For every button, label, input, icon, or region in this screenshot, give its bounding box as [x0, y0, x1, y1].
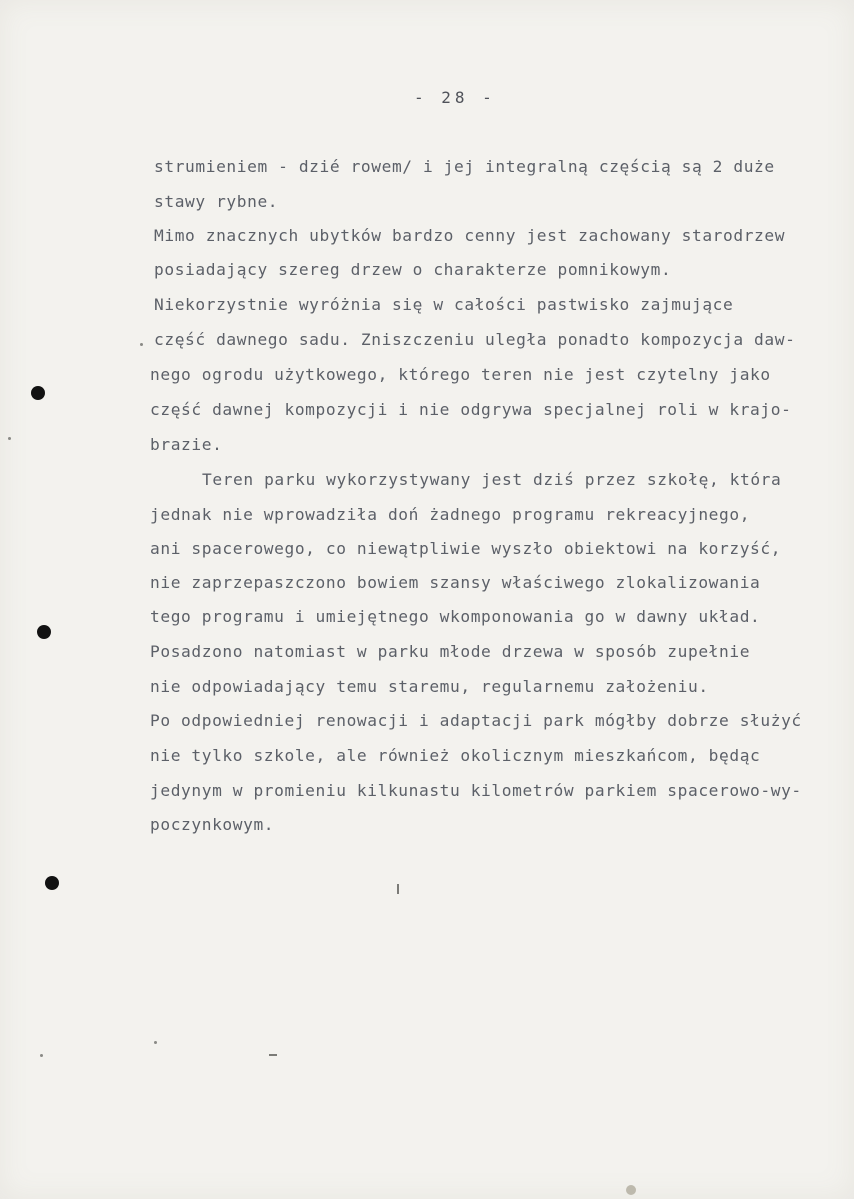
text-line: ani spacerowego, co niewątpliwie wyszło obiektowi na korzyść,	[150, 539, 782, 558]
punch-hole	[45, 876, 59, 890]
text-line: jednak nie wprowadziła doń żadnego programu rekreacyjnego,	[150, 505, 751, 524]
paper-mark	[397, 884, 399, 894]
text-line: część dawnej kompozycji i nie odgrywa specjalnej roli w krajo-	[150, 400, 792, 419]
punch-hole	[31, 386, 45, 400]
text-line: jedynym w promieniu kilkunastu kilometrów parkiem spacerowo-wy-	[150, 781, 802, 800]
text-line: nie tylko szkole, ale również okolicznym mieszkańcom, będąc	[150, 746, 761, 765]
text-line: część dawnego sadu. Zniszczeniu uległa ponadto kompozycja daw-	[154, 330, 796, 349]
text-line: poczynkowym.	[150, 815, 275, 834]
paper-speck	[8, 437, 11, 440]
paper-mark	[269, 1054, 277, 1056]
text-line: strumieniem - dzié rowem/ i jej integralną częścią są 2 duże	[154, 157, 775, 176]
page-number: - 28 -	[414, 88, 496, 107]
text-line: Niekorzystnie wyróżnia się w całości pastwisko zajmujące	[154, 295, 734, 314]
punch-hole	[37, 625, 51, 639]
text-line: tego programu i umiejętnego wkomponowania go w dawny układ.	[150, 607, 761, 626]
paper-mark	[626, 1185, 636, 1195]
text-line: nego ogrodu użytkowego, którego teren nie jest czytelny jako	[150, 365, 771, 384]
text-line: Teren parku wykorzystywany jest dziś przez szkołę, która	[202, 470, 782, 489]
text-line: posiadający szereg drzew o charakterze pomnikowym.	[154, 260, 672, 279]
text-line: Posadzono natomiast w parku młode drzewa w sposób zupełnie	[150, 642, 751, 661]
paper-speck	[154, 1041, 157, 1044]
text-line: nie zaprzepaszczono bowiem szansy właściwego zlokalizowania	[150, 573, 761, 592]
text-line: Mimo znacznych ubytków bardzo cenny jest zachowany starodrzew	[154, 226, 786, 245]
text-line: nie odpowiadający temu staremu, regularnemu założeniu.	[150, 677, 709, 696]
text-line: stawy rybne.	[154, 192, 279, 211]
text-line: brazie.	[150, 435, 223, 454]
paper-speck	[40, 1054, 43, 1057]
text-line: Po odpowiedniej renowacji i adaptacji park mógłby dobrze służyć	[150, 711, 802, 730]
paper-speck	[140, 343, 143, 346]
